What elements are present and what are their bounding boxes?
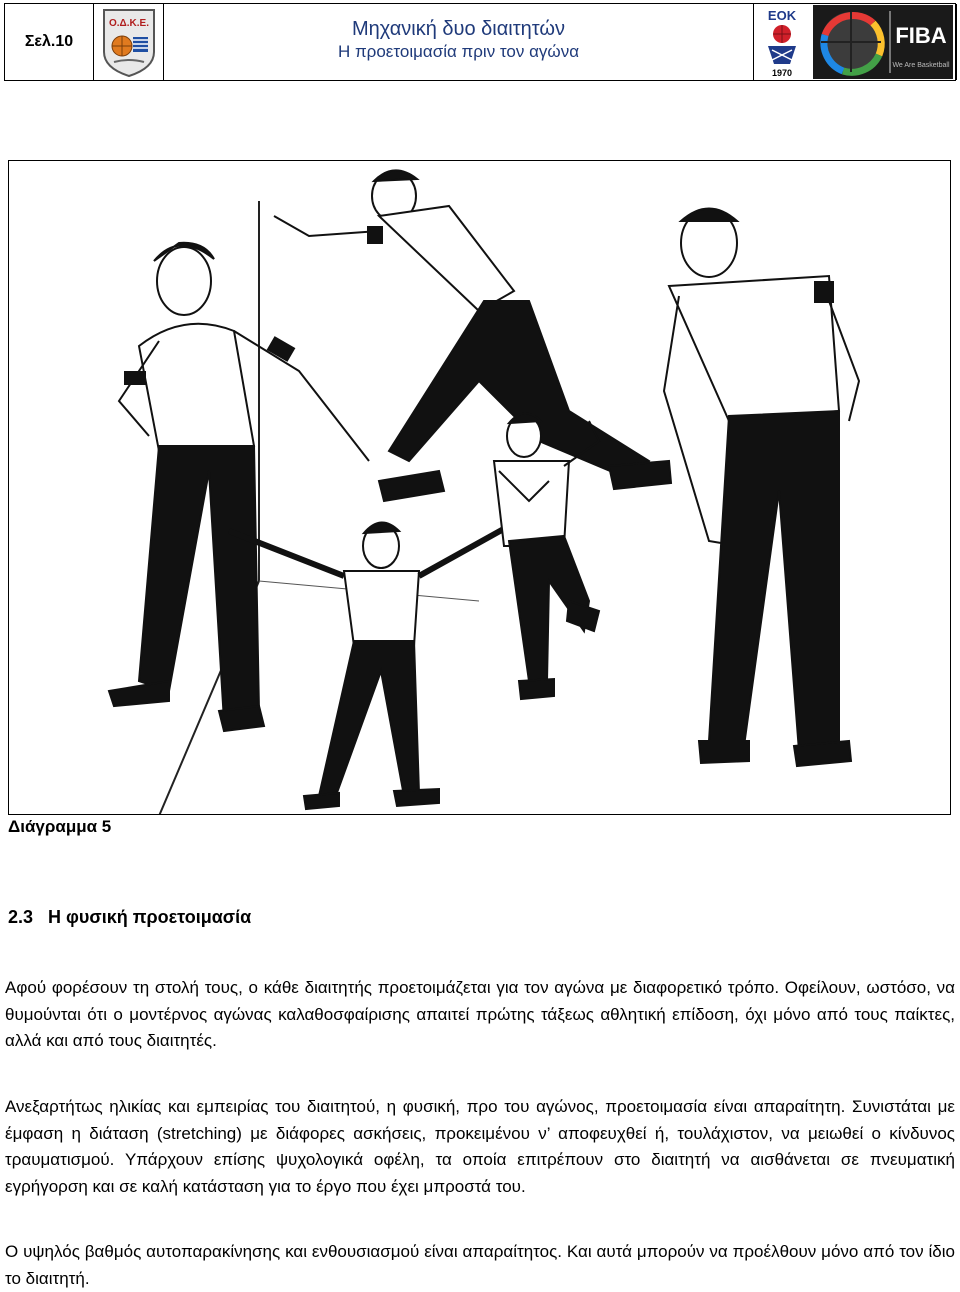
referee-figure-bending	[109, 243, 369, 731]
paragraph-3: Ο υψηλός βαθμός αυτοπαρακίνησης και ενθουσιασμού είναι απαραίτητος. Και αυτά μπορούν να προέλθουν μόνο από τον ίδιο το διαιτητή.	[5, 1242, 955, 1288]
paragraph-1: Αφού φορέσουν τη στολή τους, ο κάθε διαιτητής προετοιμάζεται για τον αγώνα με διαφορετικό τρόπο. Οφείλουν, ωστόσο, να θυμούνται ότι ο μοντέρνος αγώνας καλαθοσφαίρισης απαιτεί πρώτης τάξεως αθλητική επίδοση, όχι μόνο από τους παίκτες, αλλά και από τους διαιτητές.	[5, 978, 955, 1050]
page-header	[4, 3, 956, 81]
federation-logos-cell	[754, 4, 957, 80]
figure-caption: Διάγραμμα 5	[8, 817, 112, 836]
stretching-figures-drawing	[9, 161, 951, 815]
section-heading: 2.3 Η φυσική προετοιμασία	[8, 907, 252, 927]
fiba-logo-tagline: We Are Basketball	[891, 62, 950, 69]
eok-logo	[758, 6, 806, 78]
referee-figure-standing	[664, 209, 859, 767]
referee-figure-wall-push	[274, 170, 671, 501]
referee-stretching-illustration	[8, 160, 951, 815]
odke-logo	[100, 6, 158, 78]
header-subtitle: Η προετοιμασία πριν τον αγώνα	[337, 42, 580, 61]
header-title-cell	[164, 4, 754, 80]
odke-logo-cell	[94, 4, 164, 80]
eok-logo-year: 1970	[771, 68, 792, 78]
fiba-logo-text: FIBA	[894, 23, 947, 48]
fiba-logo	[813, 5, 953, 79]
referee-figure-arms-out	[229, 522, 509, 809]
odke-logo-text: Ο.Δ.Κ.Ε.	[108, 18, 149, 29]
page-number-cell	[5, 4, 94, 80]
page-number: Σελ.10	[24, 33, 74, 50]
header-title: Μηχανική δυο διαιτητών	[351, 18, 566, 40]
paragraph-2: Ανεξαρτήτως ηλικίας και εμπειρίας του διαιτητού, η φυσική, προ του αγώνος, προετοιμασία είναι απαραίτητη. Συνιστάται με έμφαση η διάταση (stretching) με διάφορες ασκήσεις, προκειμένου ν’ αποφευχθεί ή, τουλάχιστον, να μειωθεί ο κίνδυνος τραυματισμού. Υπάρχουν επίσης ψυχολογικά οφέλη, τα οποία επιτρέπουν στο διαιτητή να αισθάνεται σε πνευματική εγρήγορση και σε καλή κατάσταση για το έργο που έχει μπροστά του.	[5, 1097, 955, 1196]
eok-logo-text: ΕΟΚ	[767, 8, 796, 23]
